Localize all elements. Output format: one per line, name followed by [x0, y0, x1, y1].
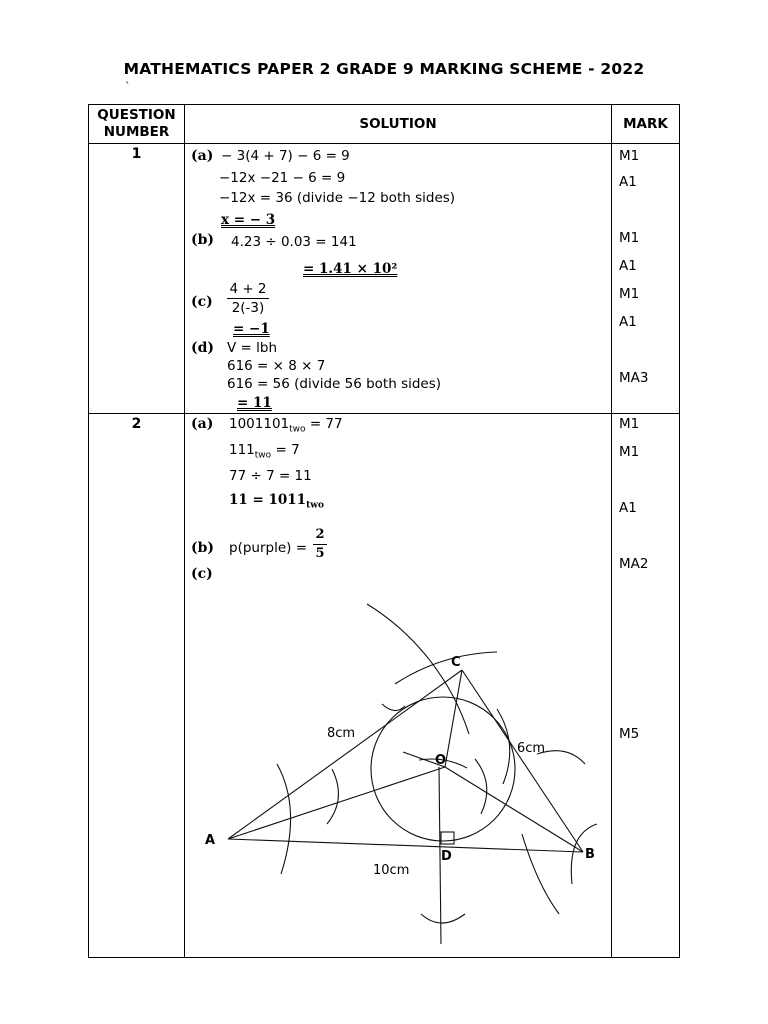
label-c: C: [451, 655, 461, 670]
bisector-a: [228, 767, 445, 839]
label-b: B: [585, 847, 595, 862]
arc-radius-bc: [395, 652, 497, 684]
marks-q2: [612, 414, 680, 958]
marks-q1: [612, 144, 680, 414]
part-c-label: (c): [191, 294, 213, 310]
right-angle-mark: [441, 832, 454, 844]
mark-q1-b-a1: A1: [619, 258, 637, 274]
side-bc: [462, 670, 583, 852]
mark-q2-b-ma2: MA2: [619, 556, 649, 572]
q2-a-answer: $11 = 1011_{two}$: [229, 492, 324, 511]
header-question-number: QUESTION NUMBER: [89, 105, 185, 144]
label-side-ab: 10cm: [373, 863, 410, 878]
q1-a-line3: −12x = 36 (divide −12 both sides): [219, 190, 456, 206]
header-mark: MARK: [612, 105, 680, 144]
q2-a-line3: 77 ÷ 7 = 11: [229, 468, 312, 484]
solution-q1: [185, 144, 612, 414]
mark-q1-d-ma3: MA3: [619, 370, 649, 386]
mark-q2-a-a1: A1: [619, 500, 637, 516]
stray-mark: `: [125, 80, 131, 93]
mark-q2-a-m1: M1: [619, 416, 640, 432]
q1-b-answer: = 1.41 × 10²: [303, 261, 398, 277]
q2-a-line1: $1001101_{two} = 77$: [229, 416, 343, 435]
mark-q1-a-a1: A1: [619, 174, 637, 190]
q1-a-line1: − 3(4 + 7) − 6 = 9: [221, 148, 350, 164]
question-number-2: 2: [89, 414, 185, 958]
header-solution: SOLUTION: [185, 105, 612, 144]
label-side-bc: 6cm: [517, 741, 546, 756]
q1-b-line1: 4.23 ÷ 0.03 = 141: [231, 234, 357, 250]
table-row-q2: [89, 414, 680, 958]
q1-d-line3: 616 = 56 (divide 56 both sides): [227, 376, 442, 392]
q1-c-fraction: $\frac{4 + 2}{2(-3)}$: [227, 280, 269, 317]
label-d: D: [441, 849, 452, 864]
bisector-c: [445, 670, 462, 767]
question-number-1: 1: [89, 144, 185, 414]
label-side-ac: 8cm: [327, 726, 356, 741]
label-o: O: [435, 753, 447, 768]
solution-q2: [185, 414, 612, 958]
q2-part-a-label: (a): [191, 416, 214, 432]
q2-b-fraction: $\frac{2}{5}$: [313, 526, 327, 563]
q2-b-text: p(purple) =: [229, 540, 308, 556]
page-title: MATHEMATICS PAPER 2 GRADE 9 MARKING SCHEME - 2022: [123, 60, 645, 78]
q1-c-answer: = −1: [233, 321, 270, 337]
mark-q1-c-a1: A1: [619, 314, 637, 330]
table-row-q1: [89, 144, 680, 414]
part-a-label: (a): [191, 148, 214, 164]
q1-d-answer: = 11: [237, 395, 272, 411]
q2-part-c-label: (c): [191, 566, 213, 582]
header-row: [89, 105, 680, 144]
q1-d-line2: 616 = × 8 × 7: [227, 358, 326, 374]
marking-scheme-table: [88, 104, 680, 958]
part-b-label: (b): [191, 232, 215, 248]
side-ab: [228, 839, 583, 852]
q1-d-line1: V = lbh: [227, 340, 278, 356]
q1-a-line2: −12x −21 − 6 = 9: [219, 170, 346, 186]
part-d-label: (d): [191, 340, 215, 356]
q1-a-answer: x = − 3: [221, 212, 276, 228]
mark-q1-b-m1: M1: [619, 230, 640, 246]
q2-part-b-label: (b): [191, 540, 215, 556]
label-a: A: [205, 833, 216, 848]
q2-a-line2: $111_{two} = 7$: [229, 442, 300, 461]
mark-q1-a-m1: M1: [619, 148, 640, 164]
triangle-construction: [207, 584, 607, 954]
mark-q2-a-m1-second: M1: [619, 444, 640, 460]
mark-q2-c-m5: M5: [619, 726, 640, 742]
side-ac: [228, 670, 462, 839]
mark-q1-c-m1: M1: [619, 286, 640, 302]
incircle: [371, 697, 515, 841]
